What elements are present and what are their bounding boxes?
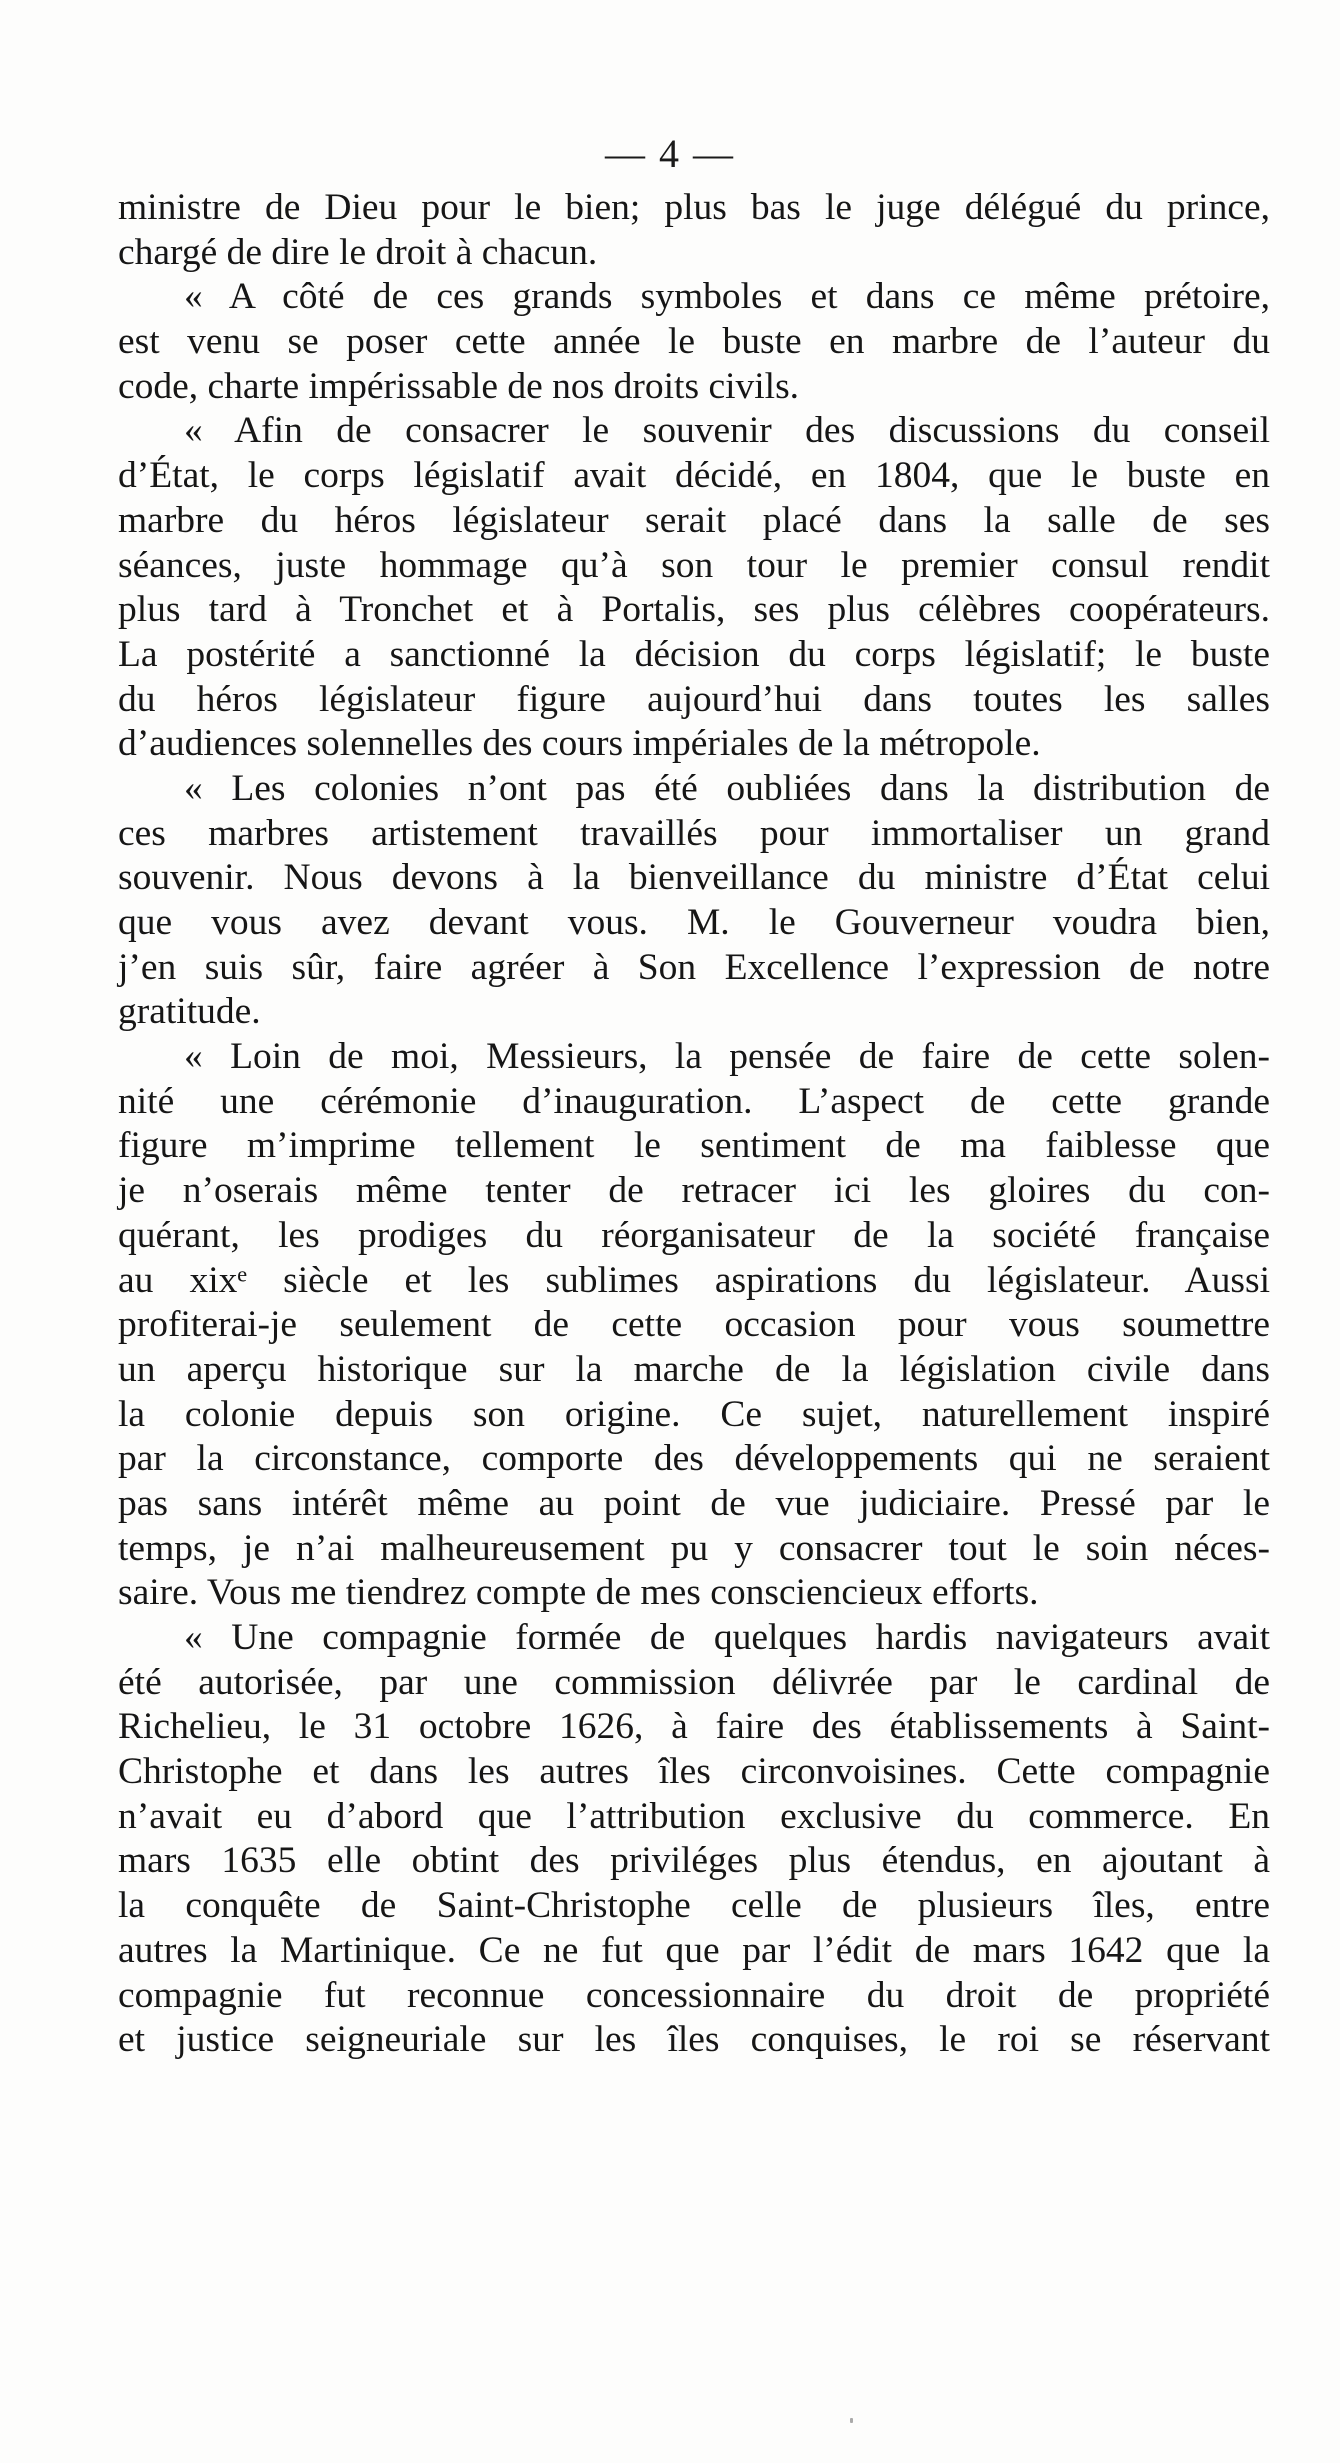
page-number: — 4 — <box>605 131 735 176</box>
paper-speck <box>850 2418 853 2423</box>
text-line: chargé de dire le droit à chacun. <box>118 231 598 273</box>
text-line: mars 1635 elle obtint des priviléges plus étendus, en ajoutant à <box>118 1840 1270 1882</box>
text-line: souvenir. Nous devons à la bienveillance du ministre d’État celui <box>118 857 1270 899</box>
text-line: gratitude. <box>118 991 261 1033</box>
text-line: « Loin de moi, Messieurs, la pensée de faire de cette solen- <box>184 1036 1270 1078</box>
text-line: pas sans intérêt même au point de vue judiciaire. Pressé par le <box>118 1482 1270 1524</box>
text-line: séances, juste hommage qu’à son tour le premier consul rendit <box>118 544 1270 586</box>
text-line: ces marbres artistement travaillés pour immortaliser un grand <box>118 812 1270 854</box>
text-line: d’État, le corps législatif avait décidé, en 1804, que le buste en <box>118 455 1270 497</box>
text-line: autres la Martinique. Ce ne fut que par l’édit de mars 1642 que la <box>118 1929 1270 1971</box>
text-line: compagnie fut reconnue concessionnaire du droit de propriété <box>118 1974 1270 2016</box>
text-line: code, charte impérissable de nos droits civils. <box>118 365 800 407</box>
text-line: « Une compagnie formée de quelques hardis navigateurs avait <box>184 1617 1270 1658</box>
text-line: la colonie depuis son origine. Ce sujet, naturellement inspiré <box>118 1393 1270 1435</box>
text-line: quérant, les prodiges du réorganisateur de la société française <box>118 1214 1270 1256</box>
text-line: profiterai-je seulement de cette occasion pour vous soumettre <box>118 1304 1270 1346</box>
text-line: ministre de Dieu pour le bien; plus bas le juge délégué du prince, <box>118 187 1270 228</box>
text-line: nité une cérémonie d’inauguration. L’aspect de cette grande <box>118 1080 1270 1122</box>
text-line: « Les colonies n’ont pas été oubliées dans la distribution de <box>184 767 1270 809</box>
text-line: n’avait eu d’abord que l’attribution exclusive du commerce. En <box>118 1795 1270 1837</box>
text-line: figure m’imprime tellement le sentiment de ma faiblesse que <box>118 1125 1270 1167</box>
text-line: j’en suis sûr, faire agréer à Son Excellence l’expression de notre <box>118 946 1270 988</box>
text-line: temps, je n’ai malheureusement pu y consacrer tout le soin néces- <box>118 1527 1270 1569</box>
text-line: je n’oserais même tenter de retracer ici les gloires du con- <box>118 1170 1270 1212</box>
text-line: du héros législateur figure aujourd’hui dans toutes les salles <box>118 678 1270 720</box>
text-line: été autorisée, par une commission délivrée par le cardinal de <box>118 1661 1270 1703</box>
text-line: saire. Vous me tiendrez compte de mes consciencieux efforts. <box>118 1572 1039 1614</box>
text-line: que vous avez devant vous. M. le Gouverneur voudra bien, <box>118 902 1270 943</box>
text-line: « Afin de consacrer le souvenir des discussions du conseil <box>184 410 1270 452</box>
text-line: au xixᵉ siècle et les sublimes aspirations du législateur. Aussi <box>118 1259 1270 1301</box>
text-line: et justice seigneuriale sur les îles conquises, le roi se réservant <box>118 2019 1270 2061</box>
text-line: est venu se poser cette année le buste en marbre de l’auteur du <box>118 321 1270 363</box>
text-line: plus tard à Tronchet et à Portalis, ses plus célèbres coopérateurs. <box>118 589 1270 631</box>
text-line: la conquête de Saint-Christophe celle de plusieurs îles, entre <box>118 1885 1270 1927</box>
text-line: Christophe et dans les autres îles circonvoisines. Cette compagnie <box>118 1751 1270 1793</box>
text-line: « A côté de ces grands symboles et dans ce même prétoire, <box>184 276 1270 318</box>
text-line: La postérité a sanctionné la décision du corps législatif; le buste <box>118 633 1270 675</box>
text-line: Richelieu, le 31 octobre 1626, à faire des établissements à Saint- <box>118 1706 1270 1748</box>
body-text <box>118 186 1270 2063</box>
text-line: marbre du héros législateur serait placé dans la salle de ses <box>118 499 1270 541</box>
text-line: d’audiences solennelles des cours impériales de la métropole. <box>118 723 1041 765</box>
text-line: un aperçu historique sur la marche de la législation civile dans <box>118 1348 1270 1390</box>
text-line: par la circonstance, comporte des développements qui ne seraient <box>118 1438 1270 1480</box>
